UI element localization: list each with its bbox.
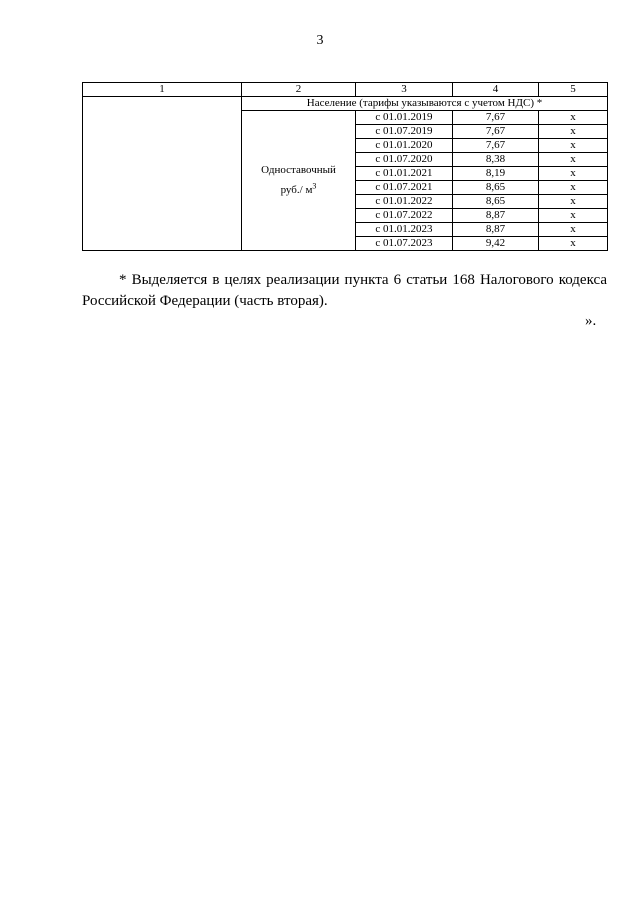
period-cell: с 01.07.2022 <box>356 209 453 223</box>
group-label: Население (тарифы указываются с учетом НДС) * <box>242 97 608 111</box>
column-header: 1 <box>83 83 242 97</box>
column-header: 4 <box>453 83 539 97</box>
period-cell: с 01.01.2021 <box>356 167 453 181</box>
value-cell: 7,67 <box>453 139 539 153</box>
value-cell: 7,67 <box>453 111 539 125</box>
period-cell: с 01.01.2023 <box>356 223 453 237</box>
x-cell: х <box>539 181 608 195</box>
value-cell: 8,87 <box>453 209 539 223</box>
period-cell: с 01.01.2020 <box>356 139 453 153</box>
period-cell: с 01.07.2023 <box>356 237 453 251</box>
x-cell: х <box>539 125 608 139</box>
value-cell: 7,67 <box>453 125 539 139</box>
period-cell: с 01.07.2019 <box>356 125 453 139</box>
x-cell: х <box>539 139 608 153</box>
value-cell: 9,42 <box>453 237 539 251</box>
x-cell: х <box>539 223 608 237</box>
value-cell: 8,87 <box>453 223 539 237</box>
x-cell: х <box>539 167 608 181</box>
footnote <box>82 270 607 312</box>
tariff-table <box>82 82 608 251</box>
period-cell: с 01.01.2022 <box>356 195 453 209</box>
group-row <box>83 97 608 111</box>
x-cell: х <box>539 195 608 209</box>
tariff-type-cell <box>242 111 356 251</box>
x-cell: х <box>539 111 608 125</box>
page-number: 3 <box>316 33 324 48</box>
table-header-row <box>83 83 608 97</box>
value-cell: 8,19 <box>453 167 539 181</box>
value-cell: 8,65 <box>453 195 539 209</box>
value-cell: 8,65 <box>453 181 539 195</box>
value-cell: 8,38 <box>453 153 539 167</box>
column-header: 3 <box>356 83 453 97</box>
empty-cell <box>83 97 242 251</box>
tariff-type: Одноставочный <box>261 164 336 177</box>
period-cell: с 01.07.2021 <box>356 181 453 195</box>
x-cell: х <box>539 209 608 223</box>
x-cell: х <box>539 237 608 251</box>
column-header: 5 <box>539 83 608 97</box>
footnote-text: * Выделяется в целях реализации пункта 6 статьи 168 Налогового кодекса Российской Федерации (часть вторая). <box>82 272 607 309</box>
column-header: 2 <box>242 83 356 97</box>
period-cell: с 01.01.2019 <box>356 111 453 125</box>
closing-quote-mark: ». <box>585 313 597 329</box>
tariff-unit: руб./ $м^3$ <box>280 181 317 196</box>
period-cell: с 01.07.2020 <box>356 153 453 167</box>
x-cell: х <box>539 153 608 167</box>
